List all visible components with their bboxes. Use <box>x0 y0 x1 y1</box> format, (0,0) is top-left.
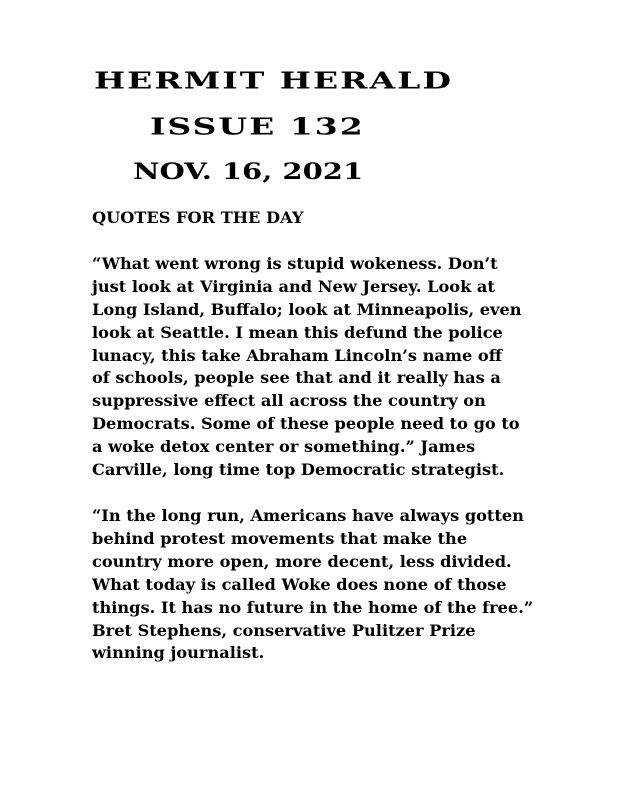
quote-line: look at Seattle. I mean this defund the police <box>92 322 503 342</box>
masthead-date: NOV. 16, 2021 <box>133 158 364 185</box>
quote-line: of schools, people see that and it really has a <box>92 368 501 388</box>
quote-line: lunacy, this take Abraham Lincoln’s name off <box>92 345 502 365</box>
quote-line: just look at Virginia and New Jersey. Look at <box>92 276 495 296</box>
quote-line: Carville, long time top Democratic strategist. <box>92 460 505 480</box>
quote-line: a woke detox center or something.” James <box>92 437 476 457</box>
quote-line: What today is called Woke does none of those <box>92 574 507 594</box>
quote-carville <box>92 253 542 482</box>
quote-line: Bret Stephens, conservative Pulitzer Prize <box>92 620 476 640</box>
quote-line: suppressive effect all across the country on <box>92 391 486 411</box>
section-title: QUOTES FOR THE DAY <box>92 208 304 227</box>
masthead-title: HERMIT HERALD <box>94 66 453 95</box>
quote-line: behind protest movements that make the <box>92 528 468 548</box>
quote-line: “In the long run, Americans have always gotten <box>92 505 524 525</box>
quote-line: country more open, more decent, less divided. <box>92 551 512 571</box>
quote-line: Democrats. Some of these people need to go to <box>92 414 520 434</box>
quote-line: winning journalist. <box>92 643 265 663</box>
quote-line: things. It has no future in the home of the free.” <box>92 597 534 617</box>
masthead-issue: ISSUE 132 <box>150 112 365 141</box>
quote-line: Long Island, Buffalo; look at Minneapolis, even <box>92 299 522 319</box>
article-body <box>92 207 542 688</box>
quote-line: “What went wrong is stupid wokeness. Don’t <box>92 253 498 273</box>
quote-stephens <box>92 505 542 665</box>
